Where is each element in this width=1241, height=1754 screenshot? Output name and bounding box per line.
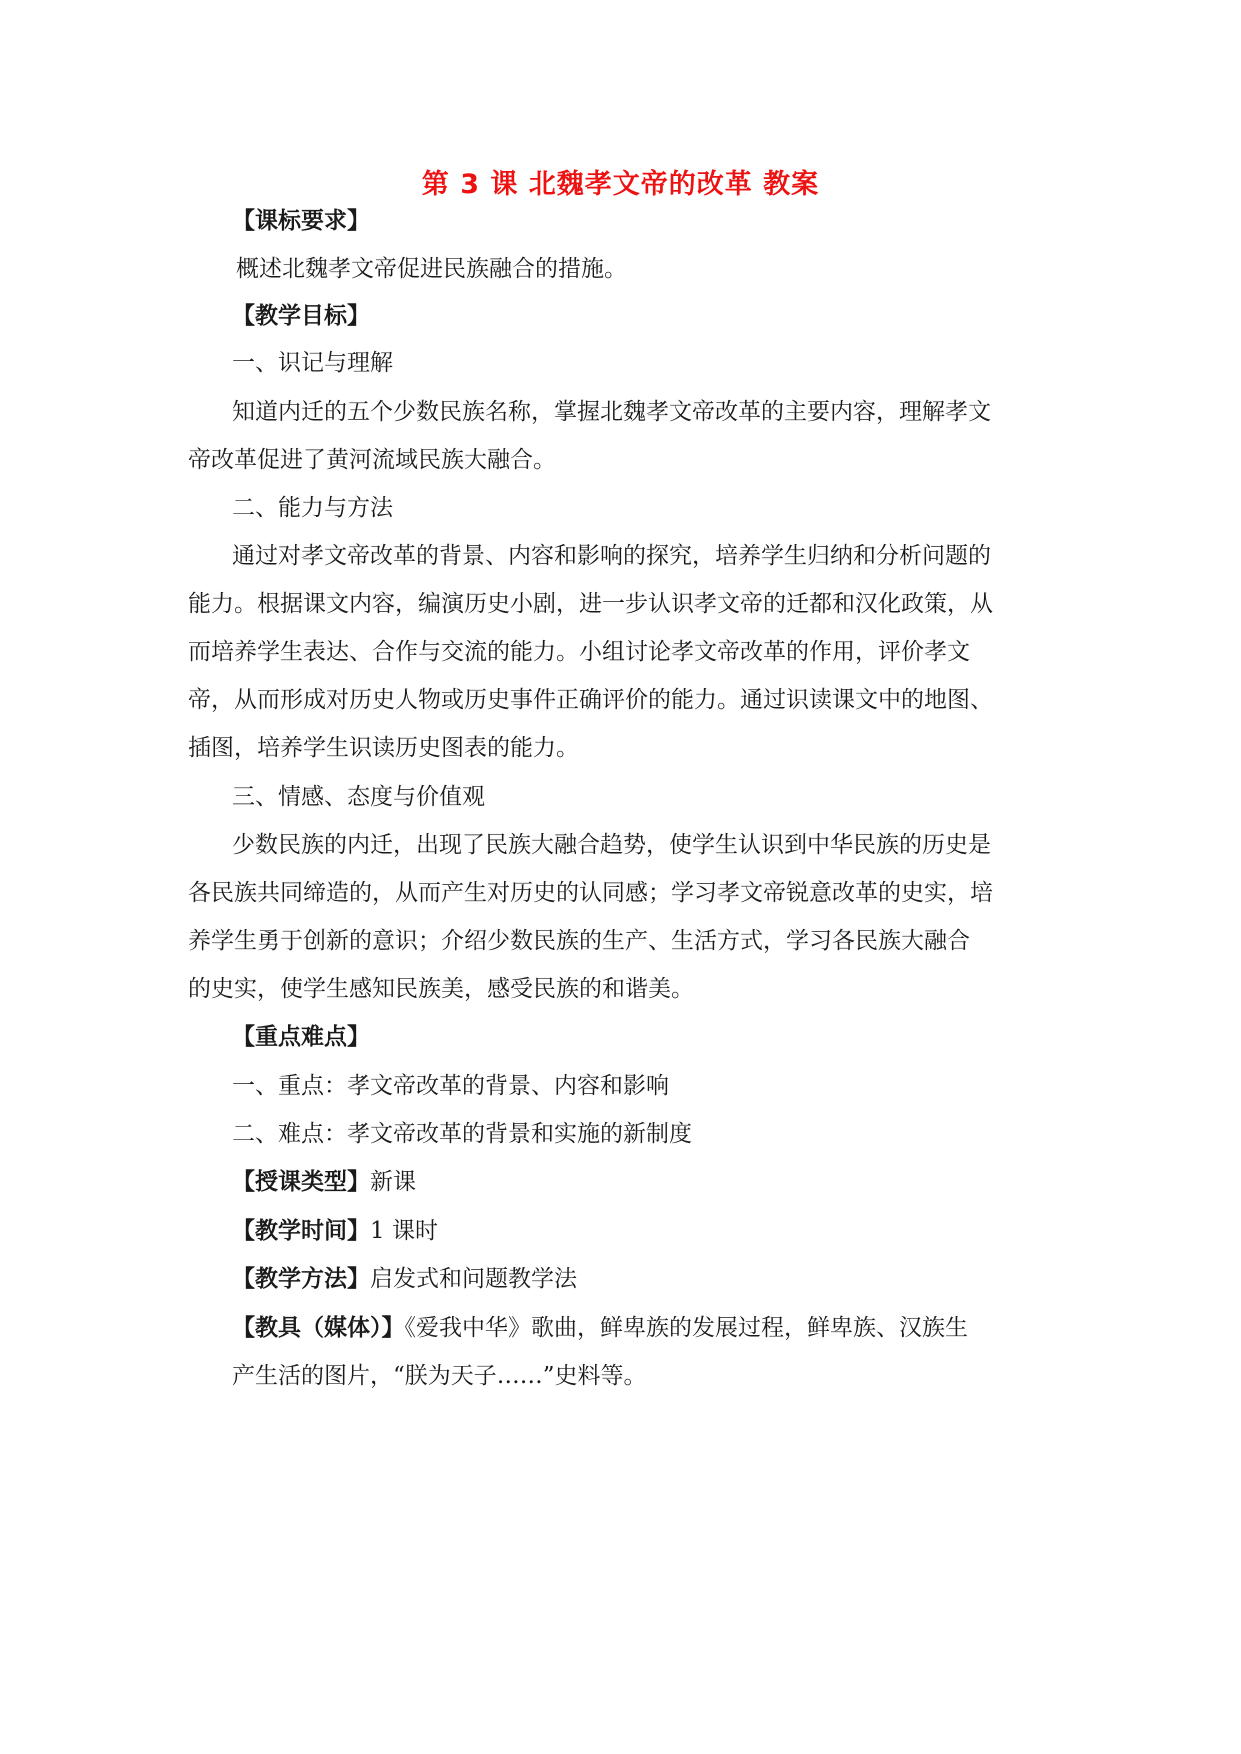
teaching-aids-continued: 产生活的图片，“朕为天子……”史料等。 [232, 1363, 647, 1389]
heading-teaching-aids: 【教具（媒体）】 [232, 1315, 405, 1341]
paragraph-line: 少数民族的内迁，出现了民族大融合趋势，使学生认识到中华民族的历史是 [232, 832, 991, 858]
paragraph-line: 能力。根据课文内容，编演历史小剧，进一步认识孝文帝的迁都和汉化政策，从 [188, 591, 993, 617]
teaching-aids-value: 《爱我中华》歌曲，鲜卑族的发展过程，鲜卑族、汉族生 [404, 1315, 968, 1341]
heading-teaching-objectives: 【教学目标】 [232, 303, 370, 329]
heading-teaching-method: 【教学方法】 [232, 1266, 370, 1292]
paragraph-line: 知道内迁的五个少数民族名称，掌握北魏孝文帝改革的主要内容，理解孝文 [232, 399, 991, 425]
paragraph-line: 各民族共同缔造的，从而产生对历史的认同感；学习孝文帝锐意改革的史实，培 [188, 880, 993, 906]
heading-key-difficult-points: 【重点难点】 [232, 1024, 370, 1050]
heading-teaching-time: 【教学时间】 [232, 1218, 370, 1244]
difficult-point-text: 二、难点：孝文帝改革的背景和实施的新制度 [232, 1121, 692, 1147]
key-point-text: 一、重点：孝文帝改革的背景、内容和影响 [232, 1073, 669, 1099]
curriculum-standards-text: 概述北魏孝文帝促进民族融合的措施。 [236, 256, 627, 282]
paragraph-line: 帝改革促进了黄河流域民族大融合。 [188, 447, 556, 473]
paragraph-line: 通过对孝文帝改革的背景、内容和影响的探究，培养学生归纳和分析问题的 [232, 543, 991, 569]
paragraph-line: 而培养学生表达、合作与交流的能力。小组讨论孝文帝改革的作用，评价孝文 [188, 639, 970, 665]
paragraph-line: 插图，培养学生识读历史图表的能力。 [188, 735, 579, 761]
paragraph-line: 养学生勇于创新的意识；介绍少数民族的生产、生活方式，学习各民族大融合 [188, 928, 970, 954]
heading-curriculum-standards: 【课标要求】 [232, 208, 370, 234]
paragraph-line: 帝，从而形成对历史人物或历史事件正确评价的能力。通过识读课文中的地图、 [188, 687, 993, 713]
teaching-method-value: 启发式和问题教学法 [370, 1266, 577, 1292]
teaching-method-row [232, 1264, 577, 1294]
teaching-time-row [232, 1216, 438, 1246]
paragraph-line: 的史实，使学生感知民族美，感受民族的和谐美。 [188, 976, 694, 1002]
lesson-type-value: 新课 [370, 1169, 416, 1195]
teaching-aids-row [232, 1313, 968, 1343]
lesson-type-row [232, 1167, 416, 1197]
heading-lesson-type: 【授课类型】 [232, 1169, 370, 1195]
objective-subheading-1: 一、识记与理解 [232, 350, 393, 376]
objective-subheading-2: 二、能力与方法 [232, 495, 393, 521]
objective-subheading-3: 三、情感、态度与价值观 [232, 784, 485, 810]
teaching-time-value: 1 课时 [370, 1218, 438, 1244]
document-title: 第 3 课 北魏孝文帝的改革 教案 [421, 169, 820, 200]
